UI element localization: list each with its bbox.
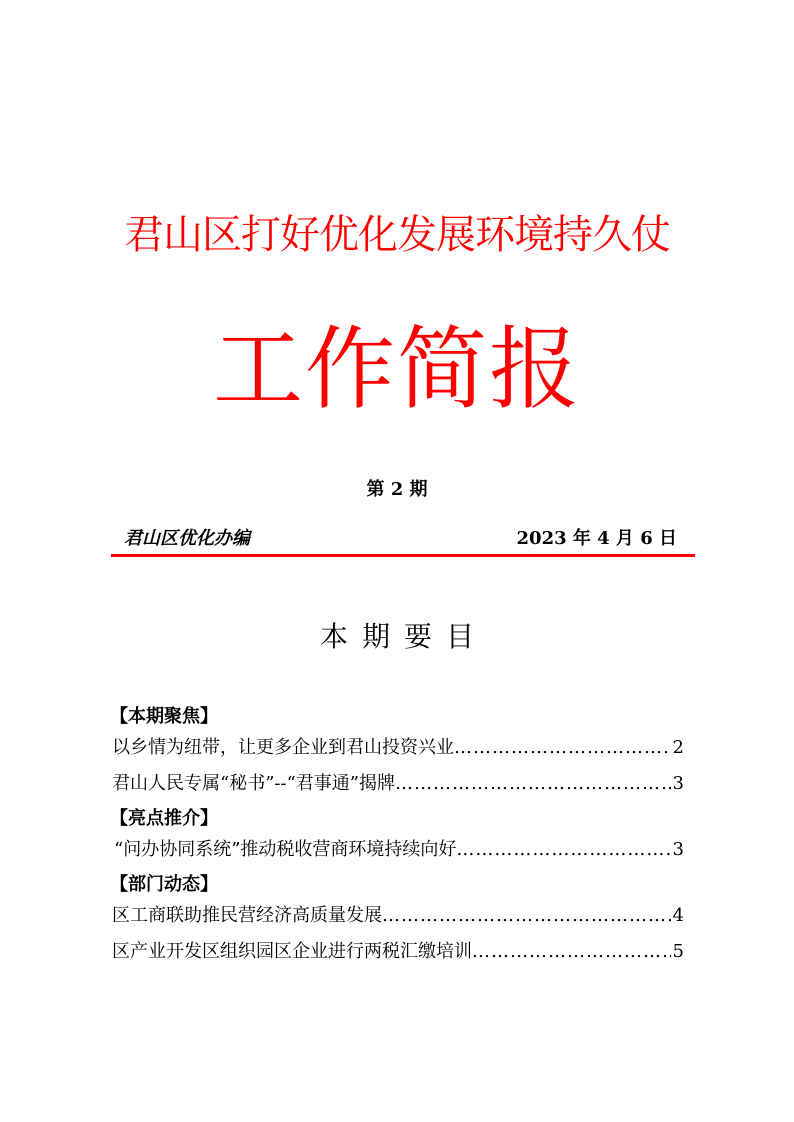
toc-entry[interactable] xyxy=(112,731,684,767)
bulletin-subtitle: 君山区打好优化发展环境持久仗 xyxy=(124,212,670,258)
table-of-contents xyxy=(112,703,684,973)
toc-section-focus xyxy=(112,703,684,803)
toc-leader-dots xyxy=(472,939,671,965)
toc-leader-dots xyxy=(395,771,671,797)
issue-date: 2023 年 4 月 6 日 xyxy=(516,528,677,549)
toc-entry-label: “问办协同系统”推动税收营商环境持续向好 xyxy=(114,839,457,860)
toc-entry-page: 3 xyxy=(672,839,684,860)
toc-leader-dots xyxy=(454,735,671,761)
toc-leader-dots xyxy=(382,903,671,929)
toc-leader-dots xyxy=(456,837,670,863)
editor-name: 君山区优化办编 xyxy=(124,528,250,549)
toc-entry[interactable] xyxy=(112,899,684,935)
issue-number: 第 2 期 xyxy=(366,479,428,500)
meta-row xyxy=(114,526,679,552)
toc-entry-page: 5 xyxy=(672,941,684,962)
toc-entry-label: 区工商联助推民营经济高质量发展 xyxy=(112,905,382,926)
toc-section-title: 【亮点推介】 xyxy=(110,808,218,829)
toc-section-title: 【部门动态】 xyxy=(110,874,218,895)
toc-entry-label: 君山人民专属“秘书”--“君事通”揭牌 xyxy=(112,773,395,794)
bulletin-title: 工作简报 xyxy=(213,317,581,422)
toc-entry-page: 4 xyxy=(672,905,684,926)
toc-section-departments xyxy=(112,871,684,971)
toc-entry[interactable] xyxy=(112,767,684,803)
toc-section-highlights xyxy=(112,805,684,869)
red-divider xyxy=(111,554,695,557)
toc-section-title: 【本期聚焦】 xyxy=(110,706,218,727)
toc-heading: 本期要目 xyxy=(319,620,488,653)
toc-entry-page: 3 xyxy=(672,773,684,794)
toc-entry-label: 区产业开发区组织园区企业进行两税汇缴培训 xyxy=(112,941,472,962)
toc-entry[interactable] xyxy=(112,833,684,869)
toc-entry[interactable] xyxy=(112,935,684,971)
toc-entry-page: 2 xyxy=(672,737,684,758)
toc-entry-label: 以乡情为纽带，让更多企业到君山投资兴业 xyxy=(112,737,454,758)
